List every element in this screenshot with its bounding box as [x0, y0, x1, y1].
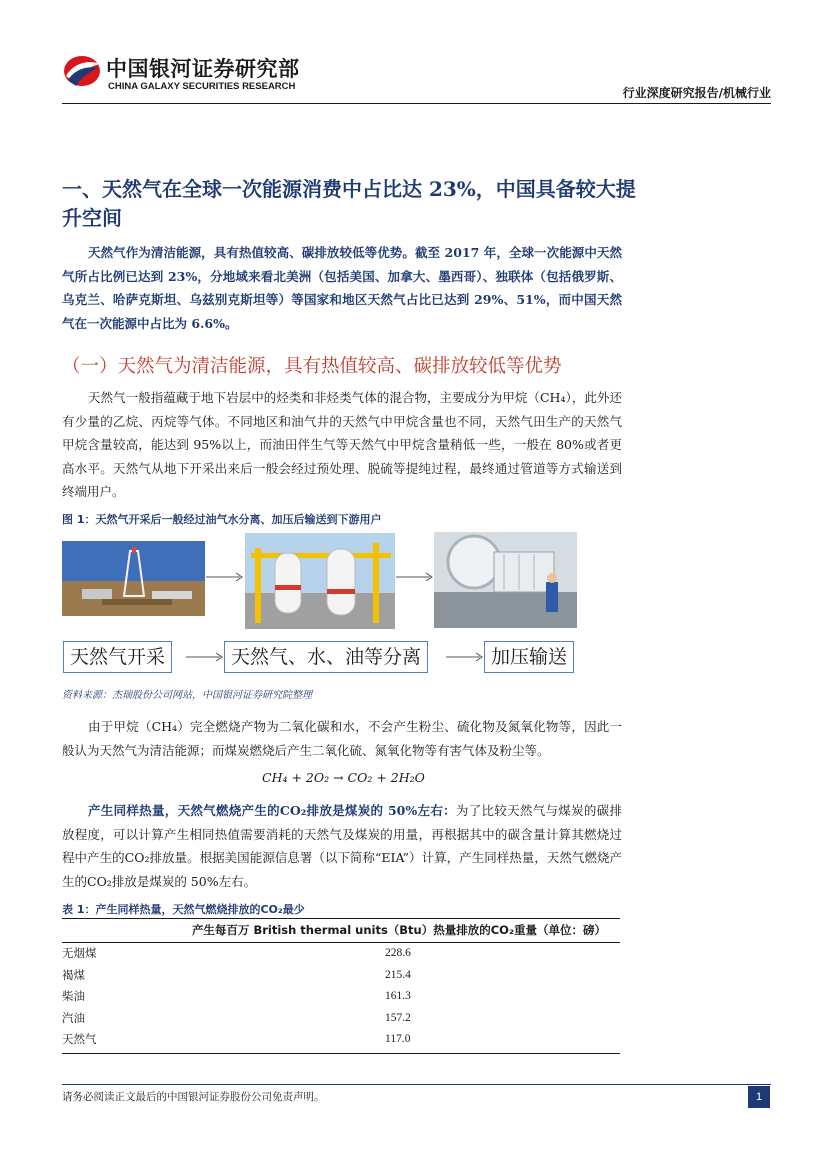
section-heading: 一、天然气在全球一次能源消费中占比达 23%，中国具备较大提升空间	[62, 177, 636, 230]
fuel-name: 汽油	[62, 1010, 85, 1025]
table-row	[62, 1008, 620, 1030]
fuel-name: 天然气	[62, 1032, 97, 1046]
body-paragraph-1: 天然气一般指蕴藏于地下岩层中的烃类和非烃类气体的混合物，主要成分为甲烷（CH₄），此外还有少量的乙烷、丙烷等气体。不同地区和油气井的天然气中甲烷含量也不同，天然气田生产的天然气甲烷含量较高，能达到 95%以上，而油田伴生气等天然气中甲烷含量稍低一些，一般在 80%或者更高水平。天然气从地下开采出来后一般会经过预处理、脱硫等提纯过程，最终通过管道等方式输送到终端用户。	[62, 390, 622, 499]
combustion-equation: CH₄ + 2O₂ → CO₂ + 2H₂O	[262, 770, 425, 785]
arrow-icon	[186, 650, 226, 664]
fuel-name: 褐煤	[62, 967, 85, 982]
co2-value: 157.2	[385, 1011, 411, 1024]
flow-step-extraction: 天然气开采	[63, 641, 172, 673]
table-row	[62, 1029, 620, 1051]
fuel-name: 无烟煤	[62, 946, 97, 960]
arrow-icon	[206, 570, 246, 584]
arrow-icon	[446, 650, 486, 664]
body-paragraph-3	[62, 799, 622, 893]
table-row	[62, 965, 620, 987]
brand-name-en: CHINA GALAXY SECURITIES RESEARCH	[108, 81, 296, 92]
figure-title: 图 1：天然气开采后一般经过油气水分离、加压后输送到下游用户	[62, 513, 382, 526]
table-bottom-rule	[62, 1053, 620, 1054]
table-header: 产生每百万 British thermal units（Btu）热量排放的CO₂重量（单位：磅）	[62, 919, 620, 943]
figure-source: 资料来源：杰瑞股份公司网站，中国银河证券研究院整理	[62, 690, 312, 701]
flow-step-pressurize: 加压输送	[484, 641, 574, 673]
galaxy-logo-icon	[62, 54, 102, 88]
paragraph-lead: 产生同样热量，天然气燃烧产生的CO₂排放是煤炭的 50%左右：	[88, 803, 456, 818]
subsection-heading: （一）天然气为清洁能源，具有热值较高、碳排放较低等优势	[62, 356, 562, 377]
co2-value: 161.3	[385, 990, 411, 1002]
body-paragraph-2: 由于甲烷（CH₄）完全燃烧产物为二氧化碳和水，不会产生粉尘、硫化物及氮氧化物等，因此一般认为天然气为清洁能源；而煤炭燃烧后产生二氧化硫、氮氧化物等有害气体及粉尘等。	[62, 719, 622, 758]
drilling-rig-photo	[62, 541, 205, 616]
brand-name-cn: 中国银河证券研究部	[106, 57, 300, 81]
flow-step-separation: 天然气、水、油等分离	[224, 641, 428, 673]
report-type-label: 行业深度研究报告/机械行业	[622, 86, 771, 100]
arrow-icon	[396, 570, 436, 584]
table-row	[62, 986, 620, 1008]
page-number: 1	[748, 1086, 770, 1108]
table-row	[62, 943, 620, 965]
separator-tanks-photo	[245, 533, 395, 629]
footer-divider	[62, 1084, 771, 1085]
footer-disclaimer: 请务必阅读正文最后的中国银河证券股份公司免责声明。	[62, 1091, 325, 1103]
table-title: 表 1：产生同样热量，天然气燃烧排放的CO₂最少	[62, 903, 305, 916]
section-summary: 天然气作为清洁能源，具有热值较高、碳排放较低等优势。截至 2017 年，全球一次能源中天然气所占比例已达到 23%，分地域来看北美洲（包括美国、加拿大、墨西哥）、独联体（包括俄罗斯、乌克兰、哈萨克斯坦、乌兹别克斯坦等）等国家和地区天然气占比已达到 29%、51%，而中国天然气在一次能源中占比为 6.6%。	[62, 245, 622, 331]
co2-value: 117.0	[385, 1033, 411, 1045]
compressor-photo	[434, 532, 577, 628]
co2-value: 228.6	[385, 947, 411, 959]
fuel-name: 柴油	[62, 989, 85, 1003]
emissions-table	[62, 918, 620, 1054]
header-divider	[62, 103, 771, 104]
paragraph-text: 为了比较天然气与煤炭的碳排放程度，可以计算产生相同热值需要消耗的天然气及煤炭的用量，再根据其中的碳含量计算其燃烧过程中产生的CO₂排放量。根据美国能源信息署（以下简称“EIA”）计算，产生同样热量，天然气燃烧产生的CO₂排放是煤炭的 50%左右。	[62, 803, 622, 889]
co2-value: 215.4	[385, 968, 411, 981]
